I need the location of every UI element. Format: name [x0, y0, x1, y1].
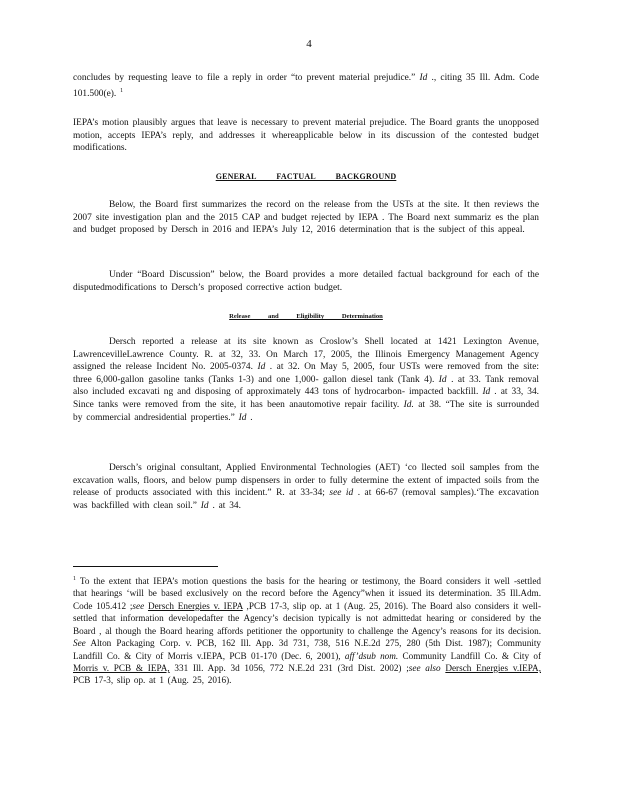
text-run: Dersch reported a release at its site known as Croslow’s Shell located at 1421 Lexington Avenue, LawrencevilleLawrence County. R. at 32, 33. On March 17, 2005, the Illinois Emergency Management Agency assigned the release Incident No. 2005-0374.	[73, 337, 539, 373]
paragraph-summary	[73, 199, 539, 237]
text-run: . at 33. Tank removal also included excavati ng and disposing of approximately 443 tons of hydrocarbon- impacted backfill.	[73, 374, 540, 398]
paragraph-release	[73, 336, 539, 424]
text-run: concludes by requesting leave to file a reply in order “to prevent material prejudice.”	[73, 73, 420, 83]
text-run: . at 34.	[208, 500, 241, 511]
text-run: ,PCB 17-3, slip op. at 1 (Aug. 25, 2016). The Board also considers it well- settled that information developedafter the Agency’s decision typically is not admittedat hearing or considered by the Board , al though the Board hearing affords petitioner the opportunity to challenge the Agency’s reasons for its decision.	[73, 600, 542, 636]
text-run: To the extent that IEPA’s motion questions the basis for the hearing or testimony, the Board considers it well -settled that hearings ‘will be based exclusively on the record before the Agency”when it issued its determination. 35 Ill.Adm. Code 105.412 ;	[73, 576, 541, 611]
case-name: Morris v. PCB & IEPA,	[73, 662, 170, 673]
text-run: Dersch’s original consultant, Applied Environmental Technologies (AET) ‘co llected soil samples from the excavation walls, floors, and below pump dispensers in order to fully determine the extent of impacted soils from the release of products associated with this incident.” R. at 33-34;	[73, 463, 539, 499]
text-run: 331 Ill. App. 3d 1056, 772 N.E.2d 231 (3rd Dist. 2002) ;	[169, 662, 409, 673]
signal-see-also: see also	[408, 662, 441, 673]
citation-id: Id	[482, 387, 491, 398]
subsection-heading: Release and Eligibility Determination	[229, 313, 383, 320]
text-run: . at 66-67 (removal samples).‘The excavation was backfilled with clean soil.”	[73, 488, 539, 511]
footnote-ref: 1	[120, 87, 124, 94]
paragraph-board-discussion	[73, 269, 539, 294]
text-run: . at 33, 34. Since tanks were removed from the site, it has been anautomotive repair facility.	[73, 387, 539, 410]
page-number: 4	[306, 38, 312, 50]
case-name: Dersch Energies v.IEPA,	[445, 662, 541, 673]
text-run: .	[246, 412, 253, 423]
signal-see: see	[132, 600, 145, 611]
footnote-number: 1	[73, 576, 76, 582]
paragraph-text: Under “Board Discussion” below, the Board provides a more detailed factual background for each of the disputedmodifications to Dersch’s proposed corrective action budget.	[73, 270, 539, 293]
citation-id: Id	[238, 412, 247, 423]
footnote-separator	[73, 566, 218, 567]
paragraph-text: IEPA’s motion plausibly argues that leave is necessary to prevent material prejudice. The Board grants the unopposed motion, accepts IEPA’s reply, and addresses it whereapplicable below in its discussion of the contested budget modifications.	[73, 118, 539, 154]
citation-id: Id	[419, 73, 428, 83]
citation-id: Id	[257, 362, 266, 373]
text-run: ., citing 35 Ill. Adm. Code 101.500(e).	[73, 73, 539, 99]
text-run: . at 32. On May 5, 2005, four USTs were removed from the site: three 6,000-gallon gasoline tanks (Tanks 1-3) and one 1,000- gallon diesel tank (Tank 4).	[73, 362, 539, 385]
citation-see-id: see id	[329, 488, 354, 499]
signal-affd: aff’dsub nom.	[344, 650, 399, 661]
paragraph-text: Below, the Board first summarizes the record on the release from the USTs at the site. It then reviews the 2007 site investigation plan and the 2015 CAP and budget rejected by IEPA . The Board next summariz es the plan and budget proposed by Dersch in 2016 and IEPA’s July 12, 2016 determination that is the subject of this appeal.	[73, 200, 539, 236]
text-run: Community Landfill Co. & City of	[398, 650, 541, 661]
citation-id: Id.	[403, 399, 414, 410]
text-run: PCB 17-3, slip op. at 1 (Aug. 25, 2016).	[73, 675, 232, 686]
case-name: Dersch Energies v. IEPA	[147, 600, 243, 611]
text-run: Alton Packaging Corp. v. PCB, 162 Ill. App. 3d 731, 738, 516 N.E.2d 275, 280 (5th Dist. 1987); Community Landfill Co. & City of Morris v.IEPA, PCB 01-170 (Dec. 6, 2001),	[73, 638, 541, 661]
footnote	[73, 573, 541, 687]
paragraph-consultant	[73, 462, 539, 512]
paragraph-concludes	[73, 72, 539, 100]
paragraph-motion	[73, 117, 539, 155]
citation-id: Id	[200, 500, 209, 511]
signal-see: See	[73, 638, 86, 649]
text-run: at 38. “The site is surrounded by commercial andresidential properties.”	[73, 399, 540, 423]
citation-id: Id	[438, 374, 447, 385]
section-heading: GENERAL FACTUAL BACKGROUND	[215, 172, 397, 181]
